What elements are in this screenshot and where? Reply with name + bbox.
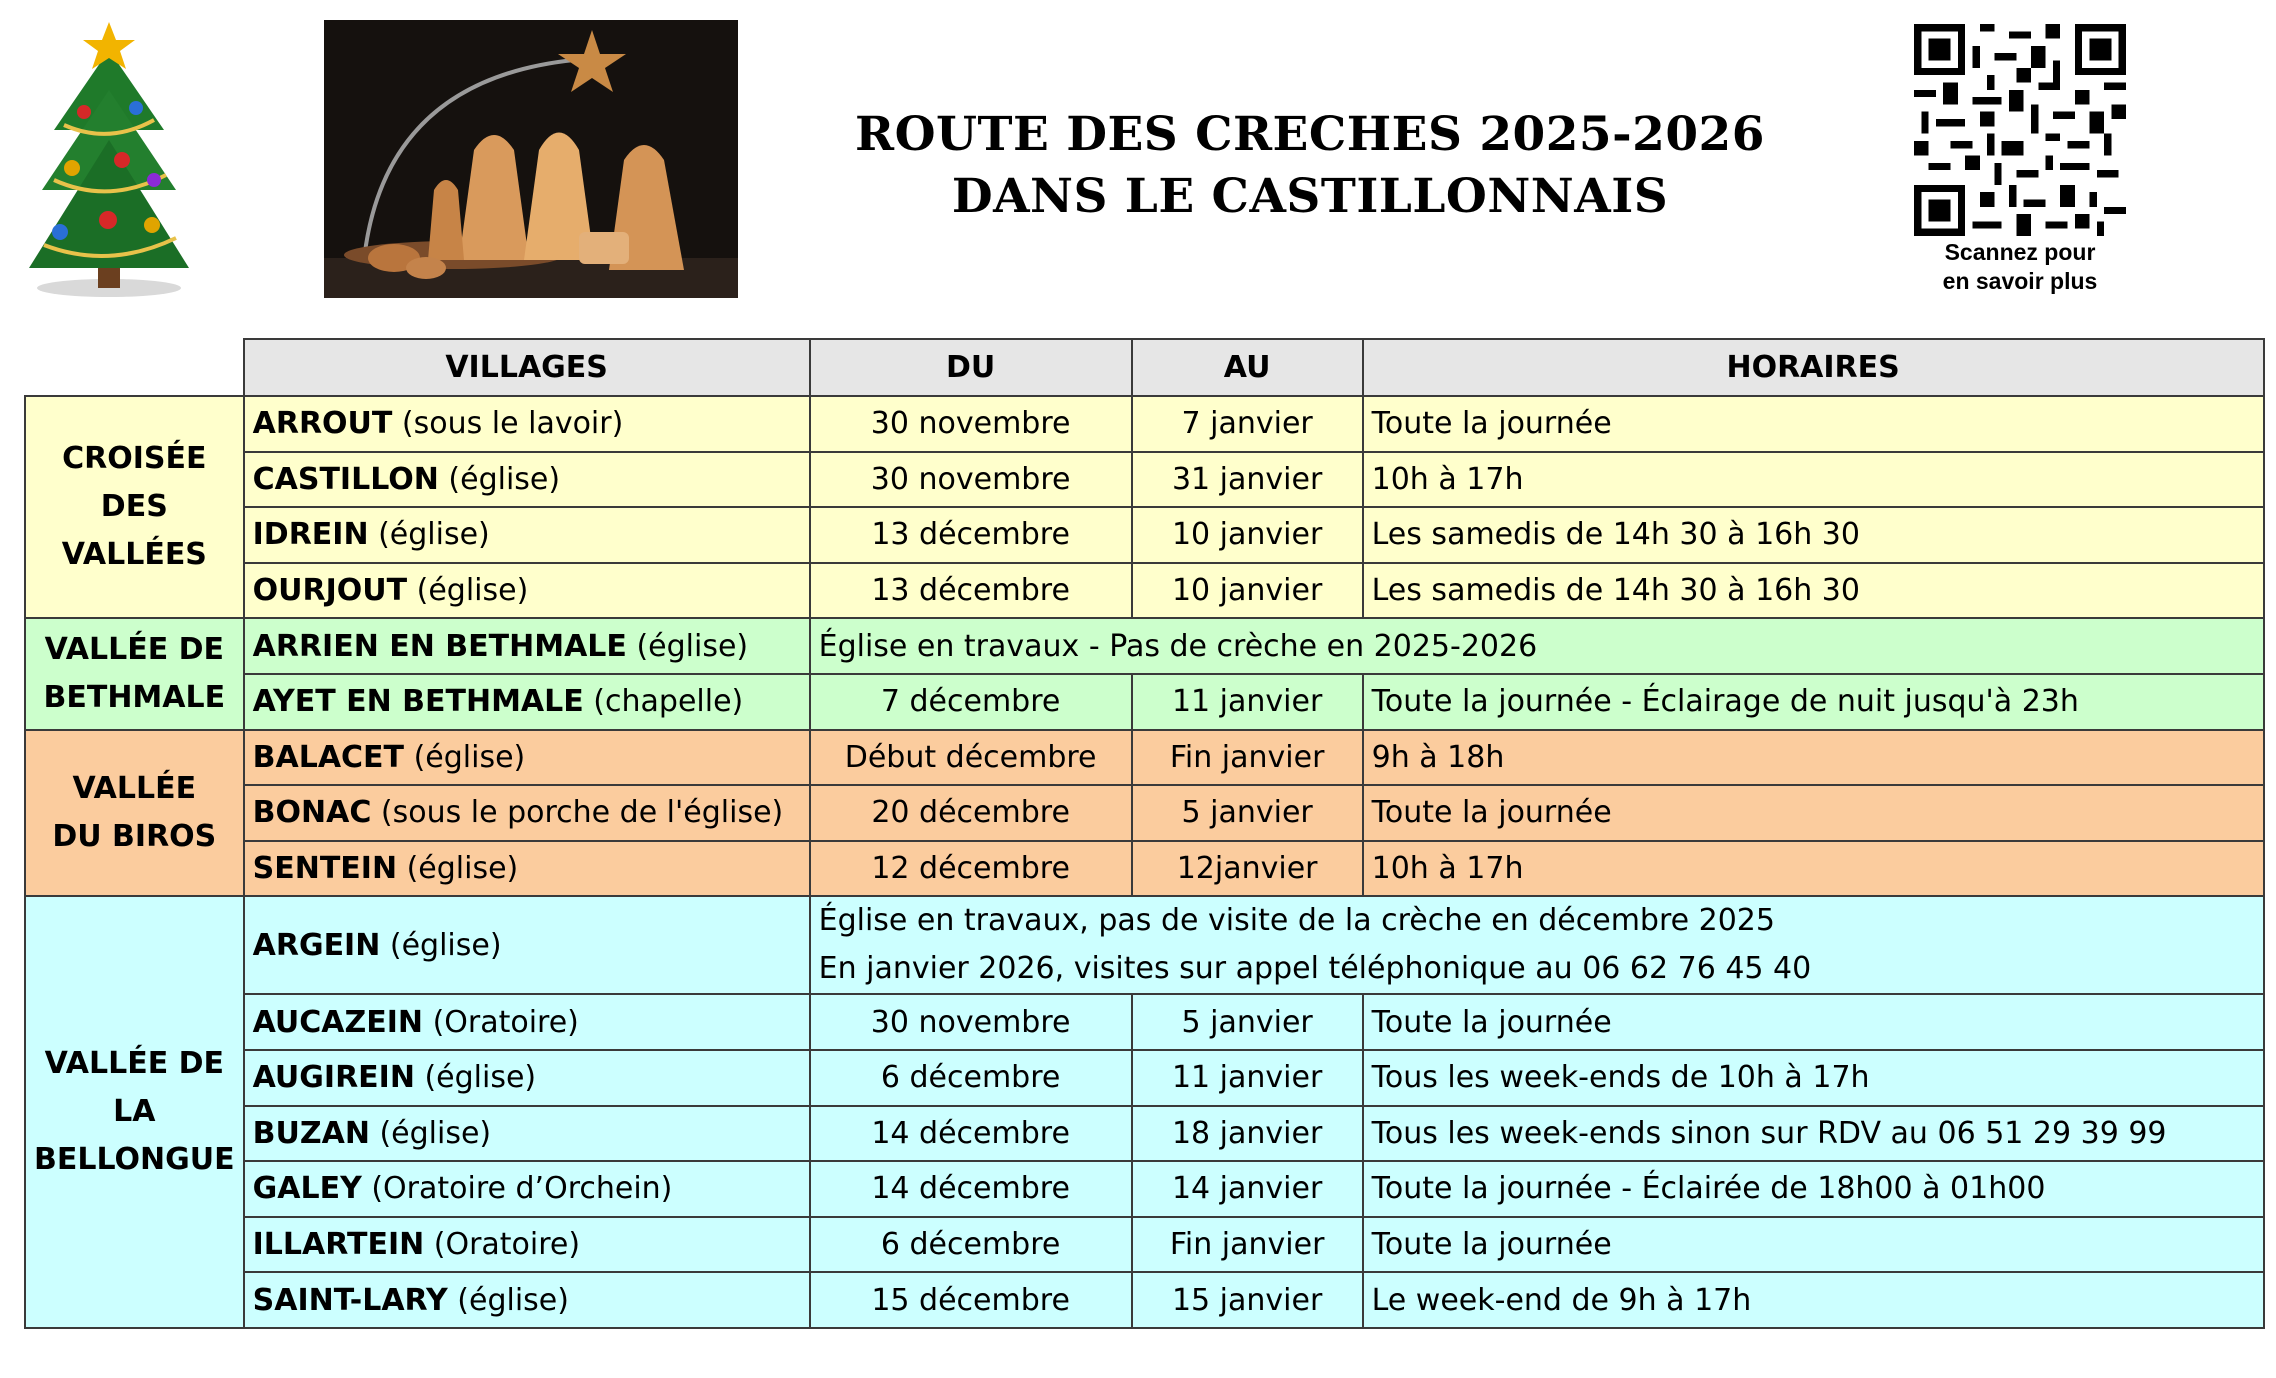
table-row: [25, 1050, 2264, 1106]
note-cell: Église en travaux - Pas de crèche en 2025-2026: [810, 618, 2264, 674]
qr-caption-line-2: en savoir plus: [1942, 268, 2098, 294]
du-cell: Début décembre: [810, 730, 1132, 786]
christmas-tree-image: [24, 20, 194, 300]
au-cell: 12janvier: [1132, 841, 1363, 897]
group-cell-vallee-de-bethmale: VALLÉE DE BETHMALE: [25, 618, 244, 729]
au-cell: 31 janvier: [1132, 452, 1363, 508]
table-row: [25, 396, 2264, 452]
horaires-cell: Toute la journée: [1363, 785, 2264, 841]
du-cell: 12 décembre: [810, 841, 1132, 897]
table-row: [25, 1106, 2264, 1162]
table-row: [25, 994, 2264, 1050]
table-row: [25, 896, 2264, 994]
table-row: [25, 1272, 2264, 1328]
horaires-cell: Tous les week-ends de 10h à 17h: [1363, 1050, 2264, 1106]
horaires-cell: Les samedis de 14h 30 à 16h 30: [1363, 563, 2264, 619]
horaires-cell: Toute la journée: [1363, 396, 2264, 452]
du-cell: 20 décembre: [810, 785, 1132, 841]
village-cell: IDREIN (église): [244, 507, 810, 563]
horaires-cell: Toute la journée - Éclairée de 18h00 à 01h00: [1363, 1161, 2264, 1217]
village-cell: BALACET (église): [244, 730, 810, 786]
qr-caption: [1890, 238, 2150, 296]
village-cell: BUZAN (église): [244, 1106, 810, 1162]
header-blank-cell: [25, 339, 244, 396]
schedule-table: [24, 338, 2265, 1329]
horaires-cell: Tous les week-ends sinon sur RDV au 06 51 29 39 99: [1363, 1106, 2264, 1162]
note-cell: Église en travaux, pas de visite de la crèche en décembre 2025 En janvier 2026, visites sur appel téléphonique au 06 62 76 45 40: [810, 896, 2264, 994]
village-cell: GALEY (Oratoire d’Orchein): [244, 1161, 810, 1217]
column-header-horaires: HORAIRES: [1363, 339, 2264, 396]
horaires-cell: 9h à 18h: [1363, 730, 2264, 786]
column-header-au: AU: [1132, 339, 1363, 396]
qr-code-image: [1914, 24, 2126, 236]
nativity-scene-image: [324, 20, 738, 298]
horaires-cell: Les samedis de 14h 30 à 16h 30: [1363, 507, 2264, 563]
village-cell: SAINT-LARY (église): [244, 1272, 810, 1328]
table-row: [25, 1217, 2264, 1273]
village-cell: AUGIREIN (église): [244, 1050, 810, 1106]
page-title: [740, 104, 1880, 228]
group-cell-croisee-des-vallees: CROISÉE DES VALLÉES: [25, 396, 244, 618]
au-cell: 5 janvier: [1132, 994, 1363, 1050]
village-cell: CASTILLON (église): [244, 452, 810, 508]
au-cell: 15 janvier: [1132, 1272, 1363, 1328]
village-cell: ARROUT (sous le lavoir): [244, 396, 810, 452]
table-row: [25, 730, 2264, 786]
village-cell: ARGEIN (église): [244, 896, 810, 994]
village-cell: ILLARTEIN (Oratoire): [244, 1217, 810, 1273]
du-cell: 15 décembre: [810, 1272, 1132, 1328]
horaires-cell: Le week-end de 9h à 17h: [1363, 1272, 2264, 1328]
village-cell: BONAC (sous le porche de l'église): [244, 785, 810, 841]
village-cell: ARRIEN EN BETHMALE (église): [244, 618, 810, 674]
village-cell: AUCAZEIN (Oratoire): [244, 994, 810, 1050]
du-cell: 30 novembre: [810, 452, 1132, 508]
au-cell: Fin janvier: [1132, 730, 1363, 786]
du-cell: 13 décembre: [810, 563, 1132, 619]
au-cell: 5 janvier: [1132, 785, 1363, 841]
group-cell-vallee-de-la-bellongue: VALLÉE DE LA BELLONGUE: [25, 896, 244, 1328]
column-header-du: DU: [810, 339, 1132, 396]
table-row: [25, 785, 2264, 841]
table-row: [25, 618, 2264, 674]
au-cell: 11 janvier: [1132, 1050, 1363, 1106]
au-cell: 18 janvier: [1132, 1106, 1363, 1162]
du-cell: 14 décembre: [810, 1106, 1132, 1162]
au-cell: Fin janvier: [1132, 1217, 1363, 1273]
horaires-cell: 10h à 17h: [1363, 841, 2264, 897]
table-row: [25, 674, 2264, 730]
village-cell: SENTEIN (église): [244, 841, 810, 897]
village-cell: OURJOUT (église): [244, 563, 810, 619]
horaires-cell: Toute la journée: [1363, 994, 2264, 1050]
au-cell: 10 janvier: [1132, 507, 1363, 563]
table-row: [25, 563, 2264, 619]
du-cell: 14 décembre: [810, 1161, 1132, 1217]
table-row: [25, 841, 2264, 897]
village-cell: AYET EN BETHMALE (chapelle): [244, 674, 810, 730]
du-cell: 30 novembre: [810, 396, 1132, 452]
table-row: [25, 1161, 2264, 1217]
au-cell: 7 janvier: [1132, 396, 1363, 452]
table-header-row: [25, 339, 2264, 396]
horaires-cell: Toute la journée - Éclairage de nuit jusqu'à 23h: [1363, 674, 2264, 730]
title-line-2: DANS LE CASTILLONNAIS: [951, 169, 1669, 224]
group-cell-vallee-du-biros: VALLÉE DU BIROS: [25, 730, 244, 897]
au-cell: 10 janvier: [1132, 563, 1363, 619]
table-row: [25, 452, 2264, 508]
table-row: [25, 507, 2264, 563]
au-cell: 11 janvier: [1132, 674, 1363, 730]
du-cell: 6 décembre: [810, 1050, 1132, 1106]
du-cell: 7 décembre: [810, 674, 1132, 730]
title-line-1: ROUTE DES CRECHES 2025-2026: [855, 107, 1765, 162]
du-cell: 13 décembre: [810, 507, 1132, 563]
du-cell: 6 décembre: [810, 1217, 1132, 1273]
horaires-cell: Toute la journée: [1363, 1217, 2264, 1273]
du-cell: 30 novembre: [810, 994, 1132, 1050]
qr-caption-line-1: Scannez pour: [1944, 239, 2096, 265]
au-cell: 14 janvier: [1132, 1161, 1363, 1217]
horaires-cell: 10h à 17h: [1363, 452, 2264, 508]
column-header-villages: VILLAGES: [244, 339, 810, 396]
